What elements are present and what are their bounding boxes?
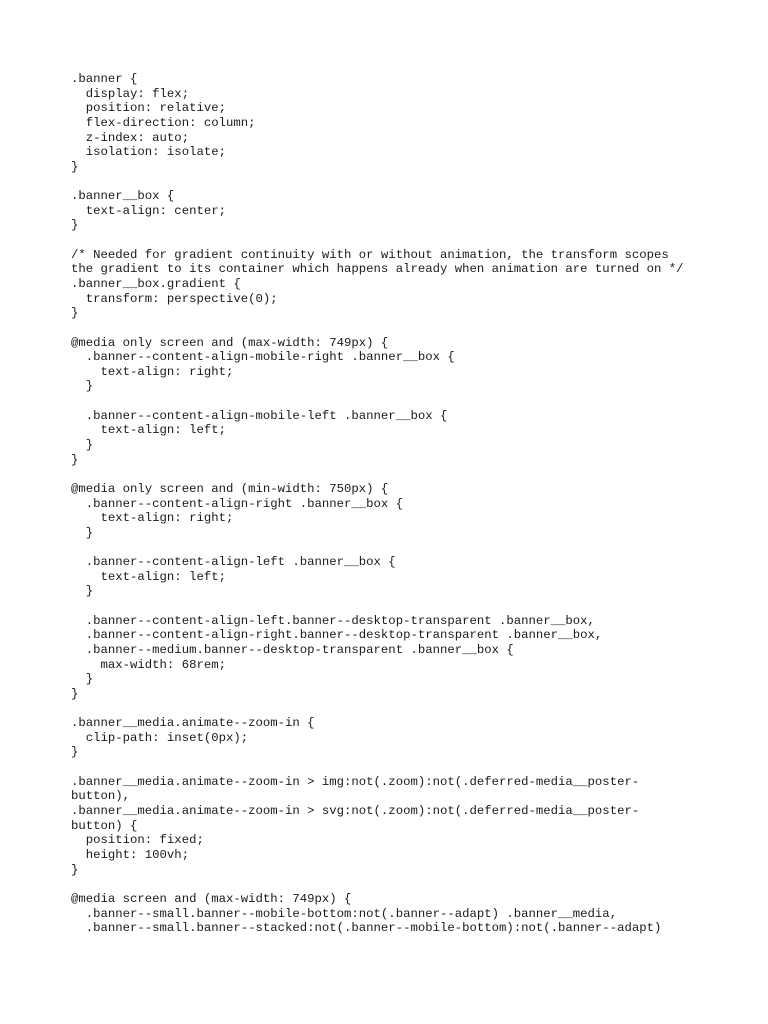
code-line: display: flex; [71, 86, 190, 101]
code-line [71, 877, 711, 892]
code-line: position: fixed; [71, 833, 204, 848]
code-line: .banner--content-align-mobile-right .banner__box { [71, 350, 455, 365]
code-line: /* Needed for gradient continuity with or without animation, the transform scopes [71, 247, 669, 262]
code-line [71, 702, 711, 717]
code-line: .banner--small.banner--stacked:not(.banner--mobile-bottom):not(.banner--adapt) [71, 921, 662, 936]
code-line [71, 321, 711, 336]
code-line: position: relative; [71, 101, 226, 116]
code-line: } [71, 525, 94, 540]
code-line [71, 174, 711, 189]
code-line: } [71, 379, 94, 394]
code-line: .banner__media.animate--zoom-in > img:not(.zoom):not(.deferred-media__poster- [71, 774, 640, 789]
code-line: height: 100vh; [71, 847, 190, 862]
code-line: max-width: 68rem; [71, 657, 226, 672]
code-line: } [71, 218, 79, 233]
code-line: .banner--content-align-left.banner--desktop-transparent .banner__box, [71, 613, 595, 628]
code-line [71, 467, 711, 482]
code-line: } [71, 745, 79, 760]
code-line: } [71, 584, 94, 599]
code-line: .banner { [71, 72, 138, 86]
code-line: .banner__box { [71, 189, 175, 204]
code-line: text-align: right; [71, 364, 234, 379]
code-line: } [71, 159, 79, 174]
code-line: isolation: isolate; [71, 145, 226, 160]
code-line: z-index: auto; [71, 130, 190, 145]
code-line [71, 394, 711, 409]
code-line: .banner__media.animate--zoom-in { [71, 716, 315, 731]
code-line: transform: perspective(0); [71, 291, 278, 306]
code-line: .banner__media.animate--zoom-in > svg:not(.zoom):not(.deferred-media__poster- [71, 804, 640, 819]
code-line: .banner--content-align-right .banner__box { [71, 496, 404, 511]
code-line: text-align: right; [71, 511, 234, 526]
code-line: .banner--small.banner--mobile-bottom:not(.banner--adapt) .banner__media, [71, 906, 618, 921]
code-line: button) { [71, 818, 138, 833]
code-line [71, 233, 711, 248]
code-line: @media screen and (max-width: 749px) { [71, 891, 352, 906]
code-line [71, 760, 711, 775]
code-line: } [71, 862, 79, 877]
code-line: @media only screen and (min-width: 750px) { [71, 481, 389, 496]
code-line: text-align: center; [71, 203, 226, 218]
code-line: the gradient to its container which happens already when animation are turned on */ [71, 262, 684, 277]
code-line: } [71, 452, 79, 467]
code-line: flex-direction: column; [71, 115, 256, 130]
code-line: .banner--content-align-right.banner--desktop-transparent .banner__box, [71, 628, 603, 643]
code-line: text-align: left; [71, 569, 226, 584]
code-line: } [71, 306, 79, 321]
code-line: .banner--content-align-mobile-left .banner__box { [71, 408, 448, 423]
code-line: .banner--medium.banner--desktop-transparent .banner__box { [71, 642, 514, 657]
code-line: @media only screen and (max-width: 749px) { [71, 335, 389, 350]
code-line: button), [71, 789, 131, 804]
code-line: .banner--content-align-left .banner__box { [71, 555, 396, 570]
code-line [71, 541, 711, 556]
code-line: } [71, 672, 94, 687]
code-block [71, 72, 711, 936]
code-line: .banner__box.gradient { [71, 276, 241, 291]
code-line: text-align: left; [71, 423, 226, 438]
code-line: } [71, 438, 94, 453]
code-line [71, 599, 711, 614]
code-line: clip-path: inset(0px); [71, 730, 249, 745]
code-line: } [71, 686, 79, 701]
